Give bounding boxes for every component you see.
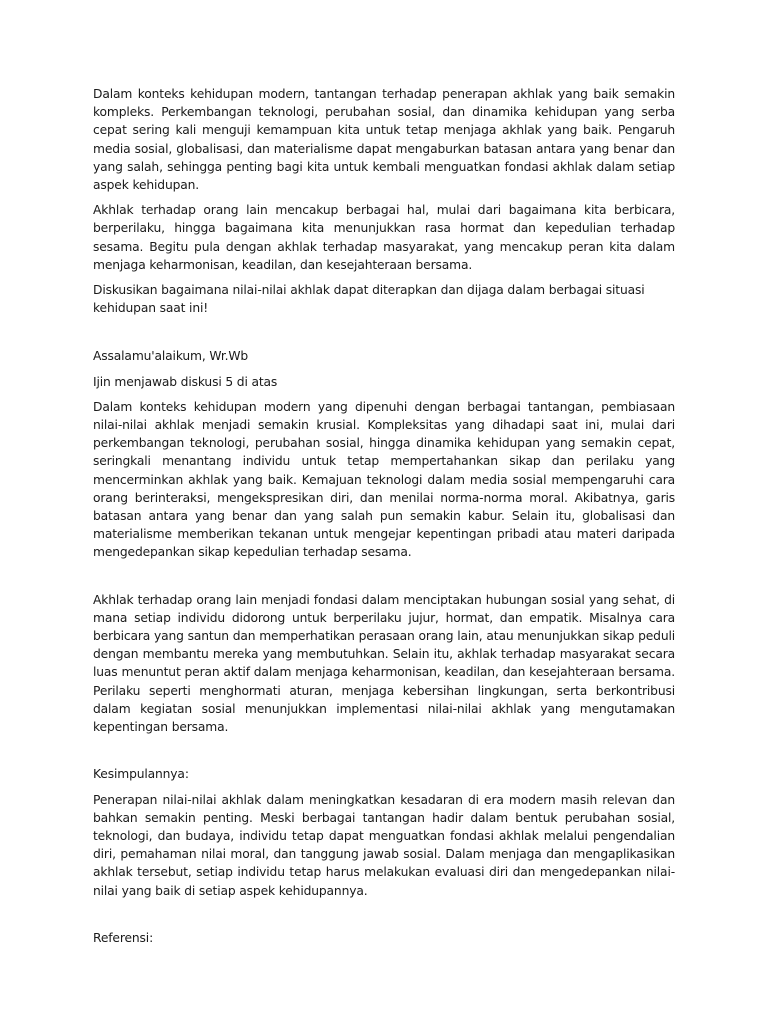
references-label: Referensi: bbox=[93, 930, 154, 945]
conclusion-paragraph: Penerapan nilai-nilai akhlak dalam meningkatkan kesadaran di era modern masih relevan dan bahkan semakin penting. Meski berbagai tantangan hadir dalam bentuk perubahan sosial, teknologi, dan budaya, individu tetap dapat menguatkan fondasi akhlak melalui pengendalian diri, pemahaman nilai moral, dan tanggung jawab sosial. Dalam menjaga dan mengaplikasikan akhlak tersebut, setiap individu tetap harus melakukan evaluasi diri dan mengedepankan nilai-nilai yang baik di setiap aspek kehidupannya. bbox=[93, 792, 675, 898]
answer-paragraph-2: Akhlak terhadap orang lain menjadi fondasi dalam menciptakan hubungan sosial yang sehat, di mana setiap individu didorong untuk berperilaku jujur, hormat, dan empatik. Misalnya cara berbicara yang santun dan memperhatikan perasaan orang lain, atau menunjukkan sikap peduli dengan membantu mereka yang membutuhkan. Selain itu, akhlak terhadap masyarakat secara luas menuntut peran aktif dalam menjaga keharmonisan, keadilan, dan kesejahteraan bersama. Perilaku seperti menghormati aturan, menjaga kebersihan lingkungan, serta berkontribusi dalam kegiatan sosial menunjukkan implementasi nilai-nilai akhlak yang mengutamakan kepentingan bersama. bbox=[93, 592, 675, 735]
document-body bbox=[93, 85, 675, 954]
question-paragraph-1: Dalam konteks kehidupan modern, tantangan terhadap penerapan akhlak yang baik semakin kompleks. Perkembangan teknologi, perubahan sosial, dan dinamika kehidupan yang serba cepat sering kali menguji kemampuan kita untuk tetap menjaga akhlak yang baik. Pengaruh media sosial, globalisasi, dan materialisme dapat mengaburkan batasan antara yang benar dan yang salah, sehingga penting bagi kita untuk kembali menguatkan fondasi akhlak dalam setiap aspek kehidupan. bbox=[93, 87, 675, 193]
question-paragraph-2: Akhlak terhadap orang lain mencakup berbagai hal, mulai dari bagaimana kita berbicara, berperilaku, hingga bagaimana kita menunjukkan rasa hormat dan kepedulian terhadap sesama. Begitu pula dengan akhlak terhadap masyarakat, yang mencakup peran kita dalam menjaga keharmonisan, keadilan, dan kesejahteraan bersama. bbox=[93, 203, 675, 272]
conclusion-label: Kesimpulannya: bbox=[93, 767, 189, 782]
greeting: Assalamu'alaikum, Wr.Wb bbox=[93, 349, 249, 364]
answer-paragraph-1: Dalam konteks kehidupan modern yang dipenuhi dengan berbagai tantangan, pembiasaan nilai-nilai akhlak menjadi semakin krusial. Kompleksitas yang dihadapi saat ini, mulai dari perkembangan teknologi, perubahan sosial, hingga dinamika kehidupan yang semakin cepat, seringkali menantang individu untuk tetap mempertahankan sikap dan perilaku yang mencerminkan akhlak yang baik. Kemajuan teknologi dalam media sosial mempengaruhi cara orang berinteraksi, mengekspresikan diri, dan menilai norma-norma moral. Akibatnya, garis batasan antara yang benar dan yang salah pun semakin kabur. Selain itu, globalisasi dan materialisme memberikan tekanan untuk mengejar kepentingan pribadi atau materi daripada mengedepankan sikap kepedulian terhadap sesama. bbox=[93, 399, 675, 560]
question-prompt: Diskusikan bagaimana nilai-nilai akhlak dapat diterapkan dan dijaga dalam berbagai situasi kehidupan saat ini! bbox=[93, 283, 645, 316]
answer-intro: Ijin menjawab diskusi 5 di atas bbox=[93, 374, 278, 389]
